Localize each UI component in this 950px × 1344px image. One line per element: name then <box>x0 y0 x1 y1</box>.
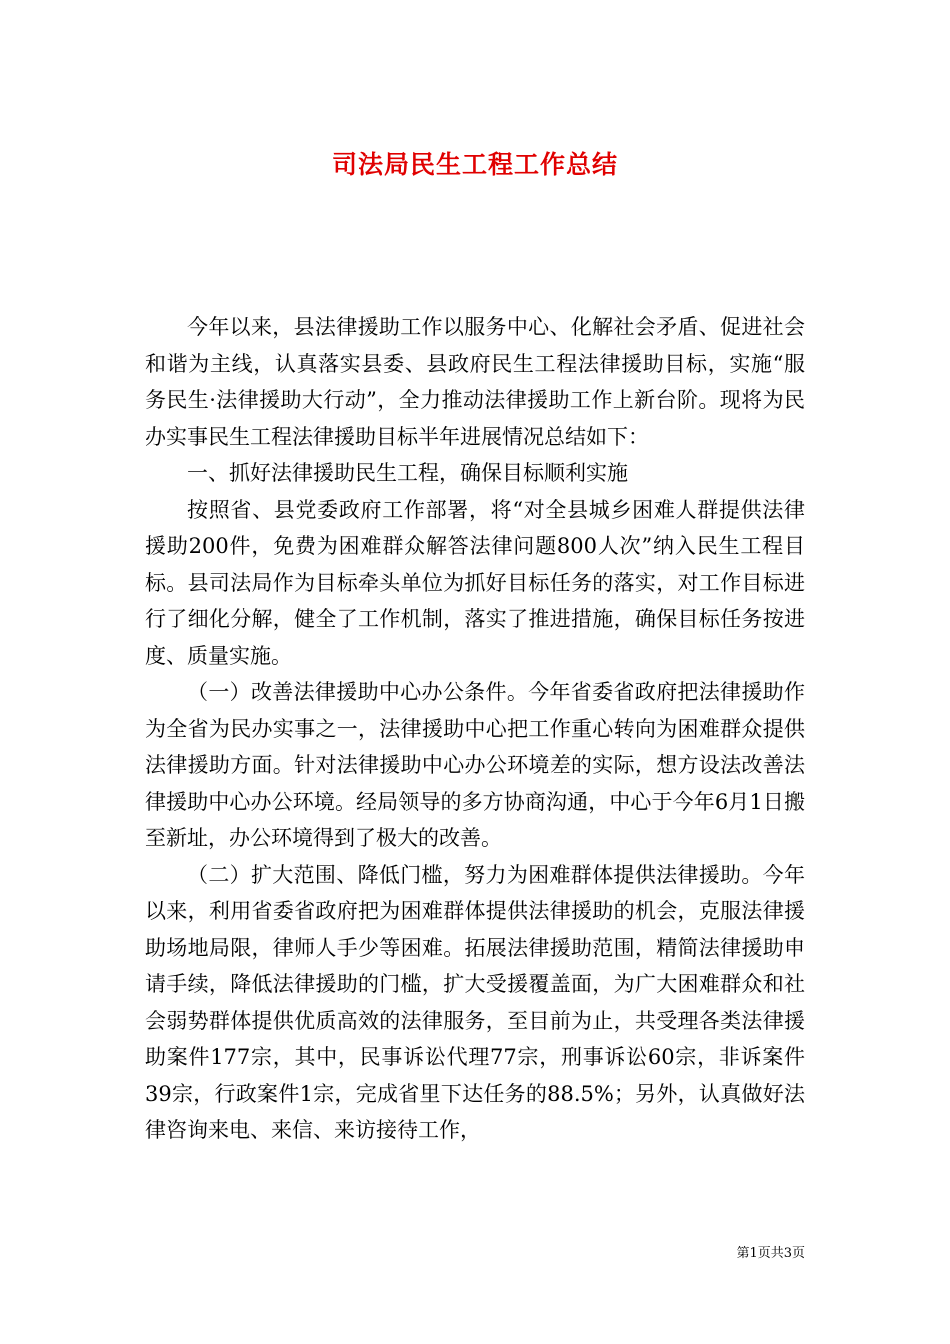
section-paragraph: 按照省、县党委政府工作部署，将“对全县城乡困难人群提供法律援助200件，免费为困难群众解答法律问题800人次”纳入民生工程目标。县司法局作为目标牵头单位为抓好目标任务的落实，对工作目标进行了细化分解，健全了工作机制，落实了推进措施，确保目标任务按进度、质量实施。 <box>145 497 805 668</box>
document-title: 司法局民生工程工作总结 <box>331 149 618 179</box>
document-body <box>145 309 805 1149</box>
subsection-paragraph-2: （二）扩大范围、降低门槛，努力为困难群体提供法律援助。今年以来，利用省委省政府把为困难群体提供法律援助的机会，克服法律援助场地局限，律师人手少等困难。拓展法律援助范围，精简法律援助申请手续，降低法律援助的门槛，扩大受援覆盖面，为广大困难群众和社会弱势群体提供优质高效的法律服务，至目前为止，共受理各类法律援助案件177宗，其中，民事诉讼代理77宗，刑事诉讼60宗，非诉案件39宗，行政案件1宗，完成省里下达任务的88.5%；另外，认真做好法律咨询来电、来信、来访接待工作， <box>145 862 805 1142</box>
subsection-paragraph-1: （一）改善法律援助中心办公条件。今年省委省政府把法律援助作为全省为民办实事之一，法律援助中心把工作重心转向为困难群众提供法律援助方面。针对法律援助中心办公环境差的实际，想方设法改善法律援助中心办公环境。经局领导的多方协商沟通，中心于今年6月1日搬至新址，办公环境得到了极大的改善。 <box>145 680 805 850</box>
section-heading: 一、抓好法律援助民生工程，确保目标顺利实施 <box>187 461 628 485</box>
intro-paragraph: 今年以来，县法律援助工作以服务中心、化解社会矛盾、促进社会和谐为主线，认真落实县委、县政府民生工程法律援助目标，实施“服务民生·法律援助大行动”，全力推动法律援助工作上新台阶。现将为民办实事民生工程法律援助目标半年进展情况总结如下： <box>145 315 805 449</box>
page-number: 第1页共3页 <box>736 1246 805 1261</box>
